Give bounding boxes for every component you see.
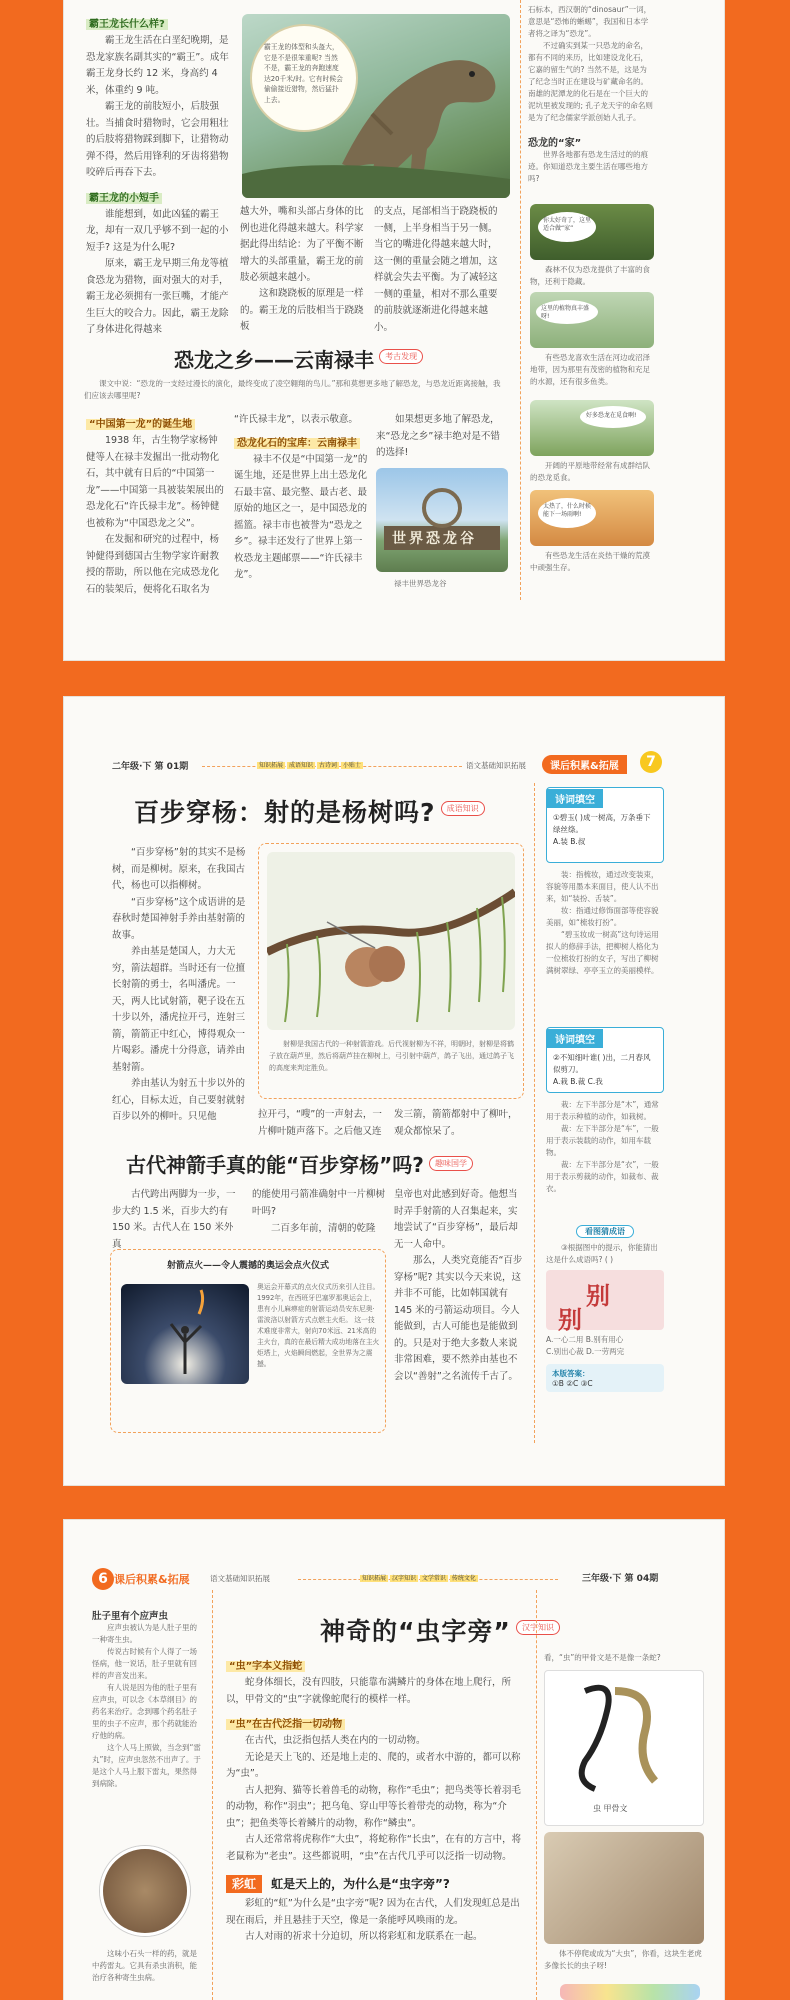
river-image [530,292,654,348]
tag-badge: 汉字知识 [516,1620,560,1635]
quiz-box-1 [546,787,664,863]
subtitle-row [126,1149,526,1178]
paragraph: 古人把狗、猫等长着兽毛的动物，称作“毛虫”；把鸟类等长着羽毛的动物，称作“羽虫”；把乌龟、穿山甲等长着带壳的动物，称为“介虫”；把鱼类等长着鳞片的动物，称作“鳞虫”。 [226,1784,521,1829]
tag: 传统文化 [451,1575,476,1582]
section-title-row [174,344,474,373]
quiz-tab: 诗词填空 [547,1029,603,1048]
paragraph: 这和跷跷板的原理是一样的。霸王龙的后肢相当于跷跷板 [240,288,364,332]
rainbow-heading [226,1873,526,1892]
paragraph: 禄丰不仅是“中国第一龙”的诞生地，还是世界上出土恐龙化石最丰富、最完整、最古老、最原始的地区之一，是中国恐龙的摇篮。禄丰市也被誉为“恐龙之乡”。禄丰还发行了世界上第一枚恐龙主题邮票——“许氏禄丰龙”。 [234,453,368,580]
paragraph: 的支点，尾部相当于跷跷板的一侧，上半身相当于另一侧。当它的嘴进化得越来越大时，这一侧的重量会随之增加，这样就会失去平衡。为了减轻这一侧的重量，相对不那么重要的前肢就逐渐进化得越来越小。 [374,206,498,333]
title-row [320,1612,580,1648]
photo-caption: 这味小石头一样的药，就是中药雷丸。它具有杀虫消积，能治疗各种寄生虫病。 [92,1949,197,1982]
tag: 小贴士 [342,762,361,769]
quiz-explain-2 [546,1099,664,1195]
paragraph: “许氏禄丰龙”，以表示敬意。 [234,414,358,425]
tag: 知识拓展 [259,762,284,769]
grade-issue: 三年级·下 第 04期 [582,1574,659,1584]
paragraph: “百步穿杨”射的其实不是杨树，而是柳树。原来，在我国古代，杨也可以指柳树。 [112,847,246,891]
quiz-tab: 诗词填空 [547,789,603,808]
dino-valley-photo [376,468,508,572]
jiaguwen-box [544,1670,704,1826]
page-header [112,754,682,773]
column-divider [536,1590,537,2000]
caption: 有些恐龙生活在炎热干燥的荒漠中顽强生存。 [530,551,650,572]
answer-box [546,1364,664,1392]
rainbow-image [560,1984,700,2000]
paragraph: 的能使用弓箭准确射中一片柳树叶吗? [252,1189,386,1217]
gate-text: 世界恐龙谷 [392,531,477,547]
quiz-options: C.别出心裁 D.一劳两完 [546,1347,625,1356]
quiz-options: A.装 B.叔 [553,837,586,846]
tag: 知识拓展 [362,1575,387,1582]
paragraph: 无论是天上飞的、还是地上走的、爬的，或者水中游的，都可以称为“虫”。 [226,1751,521,1779]
quiz-box-3 [546,1219,664,1392]
box-text: 奥运会开幕式的点火仪式历来引人注目。1992年，在西班牙巴塞罗那奥运会上，患有小儿麻痹症的射箭运动员安东尼奥·雷波洛以射箭方式点燃主火炬。 这一技术难度非常大，射向70米远、21米高的主火台，真的在最后精大成功地落在主火炬塔上，火焰瞬间燃起，全世界为之震撼。 [257,1283,380,1368]
rainbow-tag: 彩虹 [226,1875,262,1893]
speech-bubble: 太热了，什么时候能下一场雨啊! [538,498,596,528]
quiz-question: ③根据图中的提示，你能猜出这是什么成语吗? ( ) [546,1243,658,1264]
paragraph: 栽：左下半部分是“木”，通常用于表示种植的动作，如栽树。 [546,1100,659,1121]
paragraph: 古人还常常将虎称作“大虫”，将蛇称作“长虫”，在有的方言中，将老鼠称为“老虫”。这些都说明，“虫”在古代几乎可以泛指一切动物。 [226,1834,522,1862]
page-chongzi [64,1520,724,2000]
tag-badge: 考古发现 [379,349,423,364]
paragraph: 拉开弓，“嗖”的一声射去，一片柳叶随声落下。之后他又连 [258,1109,382,1137]
tag: 文学常识 [421,1575,446,1582]
speech-bubble: 你太好奇了，这里适合做“家” [538,212,596,242]
header-tags [257,760,363,769]
quiz-tab: 看图猜成语 [576,1225,634,1238]
tag-badge: 成语知识 [441,801,485,816]
paragraph: 原来，霸王龙早期三角龙等植食恐龙为猎物，面对强大的对手，霸王龙必须拥有一张巨嘴，才能产生巨大的咬合力。因此，霸王龙除了身体进化得越来 [86,258,229,335]
paragraph: 养由基是楚国人，力大无穷，箭法超群。当时还有一位擅长射箭的勇士，名叫潘虎。一天，两人比试射箭，靶子设在五十步以外，潘虎拉开弓，连射三箭，箭箭正中红心，博得观众一片喝彩。潘虎十分得意，请养由基射箭。 [112,946,246,1073]
paragraph: 裁：左下半部分是“衣”，一般用于表示剪裁的动作，如裁布、裁衣。 [546,1160,659,1193]
paragraph: 谁能想到，如此凶猛的霸王龙，却有一双几乎够不到一起的小短手? 这是为什么呢? [86,208,229,253]
tag: 汉字知识 [391,1575,416,1582]
trex-illustration [242,14,510,198]
quiz-options: A.栽 B.裁 C.我 [553,1077,603,1086]
quiz-options: A.一心二用 B.别有用心 [546,1335,624,1344]
paragraph: 发三箭，箭箭都射中了柳叶，观众都惊呆了。 [394,1109,518,1137]
series-name: 语文基础知识拓展 [466,761,526,770]
caption: 森林不仅为恐龙提供了丰富的食物，还利于隐藏。 [530,265,650,286]
forest-image [530,204,654,260]
column-divider [534,783,535,1443]
column-divider [520,0,521,600]
quiz-box-2 [546,1027,664,1093]
heading-short-arms: 霸王龙的小短手 [86,193,162,204]
page-chengyu [64,697,724,1485]
heading-ancient: “虫”在古代泛指一切动物 [226,1719,345,1730]
riddle-char: 别 [586,1282,610,1310]
issue-number: 7 [640,751,662,773]
snake-glyph-icon [545,1671,705,1801]
riddle-char: 别 [558,1306,582,1334]
grade-issue: 二年级·下 第 01期 [112,762,189,772]
heading-first-dino: “中国第一龙”的诞生地 [86,419,195,430]
paragraph: 二百多年前，清朝的乾隆 [271,1223,376,1234]
heading-trex-look: 霸王龙长什么样? [86,19,168,30]
gate-icon [376,468,508,572]
page-header [92,1572,692,1592]
caption: 开阔的平原地带经常有成群结队的恐龙觅食。 [530,461,650,482]
side-question: 看，“虫”的甲骨文是不是像一条蛇? [544,1653,661,1662]
paragraph: 应声虫被认为是人肚子里的一种寄生虫。 [92,1623,197,1644]
paragraph: 不过确实到某一只恐龙的命名，都有不同的来历，比如建设龙化石，它嘉的留生气的? 当然不是，这是为了纪念当时正在建设与矿藏命名的。南雄的泥潭龙的化石是在一个巨大的泥坑里被发现的; 孔子龙天宇的命名则是为了纪念儒家学派创始人孔子。 [528,41,653,122]
paragraph: 养由基认为射五十步以外的红心，目标太近，自己要射就射百步以外的柳叶。只见他 [112,1078,246,1122]
leiwan-photo [100,1846,190,1936]
title-row [134,793,494,829]
speech-bubble [250,24,358,132]
series-name: 语文基础知识拓展 [210,1574,270,1583]
speech-bubble: 这里的植物真丰盛呀! [536,300,598,324]
glyph-label: 虫 甲骨文 [593,1804,628,1813]
heading-treasure: 恐龙化石的宝库：云南禄丰 [234,438,360,449]
image-caption: 射柳是我国古代的一种射箭游戏。后代视射柳为不祥，明朝时，射柳是将鹤子放在葫芦里，然后将葫芦挂在柳树上，弓引射中葫芦，鸽子飞出，通过鸽子飞的高度来判定胜负。 [269,1040,514,1072]
image-frame [258,843,524,1099]
paragraph: 彩虹的“虹”为什么是“虫字旁”呢? 因为在古代，人们发现虹总是出现在雨后，并且悬挂于天空，像是一条能呼风唤雨的龙。 [226,1898,520,1926]
answer-values: ①B ②C ③C [552,1379,593,1388]
sidebar-title: 肚子里有个应声虫 [92,1611,169,1622]
desert-image [530,490,654,546]
paragraph: 世界各地都有恐龙生活过的的痕迹。你知道恐龙主要生活在哪些地方吗? [528,150,648,183]
willow-icon [267,852,515,1030]
quiz-question: ①碧玉( )成一树高，万条垂下绿丝绦。 [553,813,651,834]
paragraph: 有人说是因为他的肚子里有应声虫，可以念《本草纲目》的药名来治疗。念到哪个药名肚子里的虫子不应声，那个药就能治疗他的病。 [92,1683,197,1740]
paragraph: 如果想更多地了解恐龙，来“恐龙之乡”禄丰绝对是不错的选择! [376,414,500,458]
paragraph: 古人对雨的祈求十分迫切，所以将彩虹和龙联系在一起。 [245,1931,483,1942]
col-main [226,1654,526,1946]
article-title: 神奇的“虫字旁” [320,1617,511,1646]
quiz-question: ②不知细叶谁( )出，二月春风似剪刀。 [553,1053,651,1074]
heading-home: 恐龙的“家” [528,138,582,149]
paragraph: 裁：左下半部分是“车”，一般用于表示装载的动作，如用车载物。 [546,1124,659,1157]
paragraph: 霸王龙的前肢短小，后肢强壮。当捕食时猎物时，它会用粗壮的后肢将猎物踩到脚下，让猎物动弹不得，然后用锋利的牙齿将猎物咬碎后再吞下去。 [86,101,229,178]
page-dinosaur [64,0,724,660]
paragraph: 越大外，嘴和头部占身体的比例也进化得越来越大。科学家据此得出结论：为了平衡不断增大的头部重量，霸王龙的前肢必须越来越小。 [240,206,364,283]
paragraph: “百步穿杨”这个成语讲的是春秋时楚国神射手养由基射箭的故事。 [112,896,246,941]
col-right-text [394,1187,524,1385]
paragraph: 在发掘和研究的过程中，杨钟健得到德国古生物学家许耐教授的帮助，所以他在完成恐龙化石的装架后，便将化石取名为 [86,534,220,595]
paragraph: 这个人马上照做，当念到“雷丸”时，应声虫忽然不出声了。于是这个人马上服下雷丸，果然得到病除。 [92,1743,201,1788]
section-title: 古代神箭手真的能“百步穿杨”吗? [126,1153,424,1177]
tiger-specimen-photo [544,1832,704,1944]
photo-caption: 禄丰世界恐龙谷 [394,579,447,588]
paragraph: “碧玉妆成一树高”这句诗运用拟人的修辞手法，把柳树人格化为一位梳妆打扮的女子，写出了柳树满树翠绿、亭亭玉立的美丽模样。 [546,930,659,975]
olympic-box [110,1249,386,1433]
paragraph: 皇帝也对此感到好奇。他想当时弄手射箭的人召集起来，实地尝试了“百步穿杨”，最后却无一人命中。 [394,1189,518,1250]
intro-text: 课文中说：“恐龙的一支经过漫长的演化，最终变成了凌空翱翔的鸟儿。”那和莫想更多地了解恐龙，与恐龙近距离接触，我们应该去哪里呢? [84,379,501,400]
col-left [92,1608,204,1790]
caption: 有些恐龙喜欢生活在河边或沼泽地带，因为那里有茂密的植物和充足的水源，还有很多鱼类。 [530,353,650,386]
paragraph: 装：指梳妆，通过改变装束，容貌等用墨本来面目，使人认不出来，如“装扮、舌装”。 [546,870,659,903]
paragraph: 蛇身体细长，没有四肢，只能靠布满鳞片的身体在地上爬行，所以，甲骨文的“虫”字就像蛇爬行的模样一样。 [226,1677,512,1705]
willow-illustration [267,852,515,1030]
photo-caption: 体不停爬或成为“大虫”，你看，这块生老虎多像长长的虫子呀! [544,1949,702,1970]
tag: 成语知识 [288,762,313,769]
plain-image [530,400,654,456]
riddle-image [546,1270,664,1334]
paragraph: 石标本，西汉朝的“dinosaur”一词，意思是“恐怖的蜥蜴”，我国和日本学者将之译为“恐龙”。 [528,5,652,38]
box-title: 射箭点火——令人震撼的奥运会点火仪式 [166,1261,329,1271]
heading-rainbow: 虹是天上的，为什么是“虫字旁”? [271,1877,450,1891]
banner: 课后积累&拓展 [542,755,627,774]
col-bottom-left [86,412,226,598]
paragraph: 妆：指通过修饰面部等使容貌美丽，如“梳妆打扮”。 [546,906,659,927]
section-title: 恐龙之乡——云南禄丰 [174,348,374,372]
paragraph: 古代跨出两脚为一步，一步大约 1.5 米，百步大约有 150 米。古代人在 150 米外真 [112,1189,236,1250]
speech-bubble: 好多恐龙在觅食啊! [580,406,646,428]
paragraph: 那么，人类究竟能否“百步穿杨”呢? 其实以今天来说，这并非不可能，比如韩国就有 145 米的弓箭运动项目。今人能做到，古人可能也是能做到的。只是对于绝大多数人来说非常困难，要不然养由基也不会以“善射”之名流传千古了。 [394,1255,523,1382]
heading-meaning: “虫”字本义指蛇 [226,1661,305,1672]
paragraph: 霸王龙生活在白垩纪晚期，是恐龙家族名副其实的“霸王”。成年霸王龙身长约 12 米，身高约 4 米，体重约 9 吨。 [86,35,229,96]
column-divider [212,1590,213,2000]
paragraph: 在古代，虫泛指包括人类在内的一切动物。 [245,1735,426,1746]
answer-title: 本版答案： [552,1369,590,1378]
archer-icon [121,1284,249,1384]
tag: 古诗词 [318,762,337,769]
quiz-explain-1 [546,869,664,977]
bubble-text: 霸王龙的体型和头盔大，它是不是很笨重呢? 当然不是，霸王龙的奔跑速度达20千米/时。它有时候会偷偷接近猎物，然后猛扑上去。 [264,43,343,104]
banner: 课后积累&拓展 [114,1573,190,1586]
paragraph: 1938 年，古生物学家杨钟健等人在禄丰发掘出一批动物化石，其中就有日后的“中国第一龙”——中国第一具被装架展出的恐龙化石“许氏禄丰龙”。杨钟健也被称为“中国恐龙之父”。 [86,435,224,529]
col-right [528,4,654,185]
col-left [112,845,250,1126]
paragraph: 传说古时候有个人得了一场怪病，他一说话，肚子里就有回样的声音发出来。 [92,1647,197,1680]
col-left [86,12,234,339]
torch-photo [121,1284,249,1384]
tag-badge: 趣味国学 [429,1156,473,1171]
col-bottom-mid [234,412,368,584]
article-title: 百步穿杨：射的是杨树吗? [134,798,436,827]
header-tags [360,1573,478,1582]
issue-number: 6 [92,1568,114,1590]
